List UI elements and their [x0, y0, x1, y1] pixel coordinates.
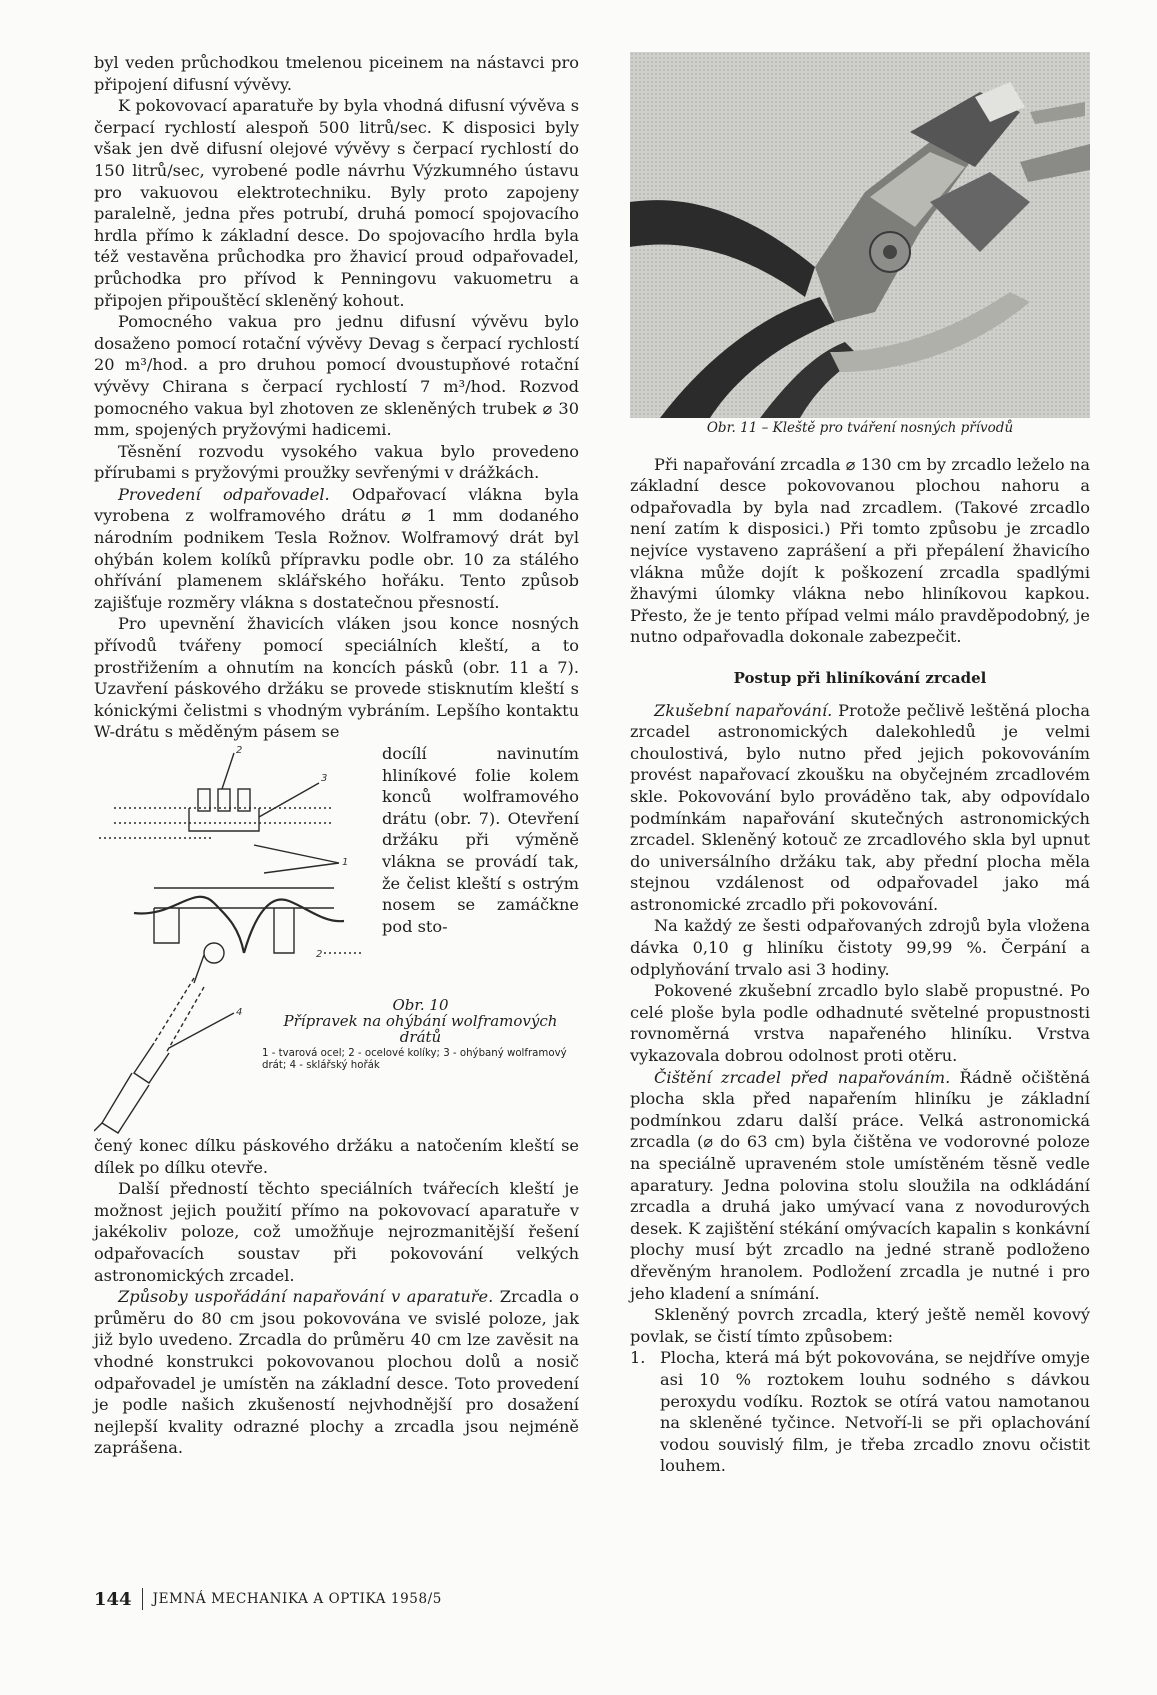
paragraph: Na každý ze šesti odpařovaných zdrojů byla vložena dávka 0,10 g hliníku čistoty 99,99 %. Čerpání a odplyňování trvalo asi 3 hodiny. [630, 916, 1090, 979]
cleaning-steps-list [630, 1347, 1090, 1477]
section-heading: Postup při hliníkování zrcadel [733, 668, 987, 687]
paragraph: Těsnění rozvodu vysokého vakua bylo provedeno přírubami s pryžovými proužky sevřenými v drážkách. [94, 441, 579, 483]
figure-10-label: Obr. 10 [392, 996, 449, 1014]
paragraph: Další předností těchto speciálních tvářecích kleští je možnost jejich použití přímo na pokovovací aparatuře v jakékoliv poloze, což umožňuje nejrozmanitější řešení odpařovacích soustav při pokovování velkých astronomických zrcadel. [94, 1179, 579, 1285]
paragraph-body: Řádně očištěná plocha skla před napařením hliníku je základní podmínkou zdaru další práce. Velká astronomická zrcadla (⌀ do 63 cm) byla čištěna ve vodorovné poloze na speciálně upraveném stole umístěném těsně vedle aparatury. Jedna polovina stolu sloužila na odkládání zrcadla a druhá jako umývací vana z novodurových desek. K zajištění stékání omývacích kapalin s konkávní plochy musí být zrcadlo na jedné straně podloženo dřevěným hranolem. Podložení zrcadla je nutné i pro jeho kladení a snímání. [630, 1067, 1091, 1303]
page-number: 144 [94, 1588, 132, 1610]
paragraph: Pro upevnění žhavicích vláken jsou konce nosných přívodů tvářeny pomocí speciálních kleští, a to prostřižením a ohnutím na koncích pásků (obr. 11 a 7). Uzavření páskového držáku se provede stisknutím kleští s kónickými čelistmi s vhodným vybráním. Lepšího kontaktu W-drátu s měděným pásem se [94, 614, 579, 742]
callout-label: 4 [236, 1007, 243, 1018]
paragraph-wrap-text: docílí navinutím hliníkové folie kolem konců wolframového drátu (obr. 7). Otevření držáku při výměně vlákna se provádí tak, že čelist kleští s ostrým nosem se zamáčkne pod sto- [382, 744, 579, 936]
figure-11-photo [630, 52, 1090, 418]
paragraph: Při napařování zrcadla ⌀ 130 cm by zrcadlo leželo na základní desce pokovovanou plochou nahoru a odpařovadla by byla nad zrcadlem. (Takové zrcadlo není zatím k disposici.) Při tomto způsobu je zrcadlo nejvíce vystaveno zaprášení a při přepálení žhavicího vlákna může dojít k poškození zrcadla spadlými žhavými úlomky vlákna nebo hliníkovou kapkou. Přesto, že je tento případ velmi málo pravděpodobný, je nutno odpařovadla dokonale zabezpečit. [630, 454, 1090, 647]
paragraph: K pokovovací aparatuře by byla vhodná difusní vývěva s čerpací rychlostí alespoň 500 litrů/sec. K disposici byly však jen dvě difusní olejové vývěvy s čerpací rychlostí do 150 litrů/sec, vyrobené podle návrhu Výzkumného ústavu pro vakuovou elektrotechniku. Byly proto zapojeny paralelně, jedna přes potrubí, druhá pomocí spojovacího hrdla přímo k základní desce. Do spojovacího hrdla byla též vestavěna průchodka pro žhavicí proud odpařovadel, průchodka pro přívod k Penningovu vakuometru a připojen připouštěcí skleněný kohout. [94, 96, 579, 310]
paragraph [94, 1286, 579, 1459]
paragraph [630, 1067, 1090, 1305]
paragraph-lead: Způsoby uspořádání napařování v aparatuře. [118, 1287, 494, 1307]
figure-10-title: Přípravek na ohýbání wolframových drátů [283, 1012, 558, 1046]
paragraph-body: Protože pečlivě leštěná plocha zrcadel astronomických dalekohledů je velmi choulostivá, bylo nutno před jejich pokovováním provést napařovací zkoušku na obyčejném zrcadlovém skle. Pokovování bylo prováděno tak, aby odpovídalo podmínkám napařování skutečných astronomických zrcadel. Skleněný kotouč ze zrcadlového skla byl upnut do universálního držáku tak, aby přední plocha měla stejnou vzdálenost od odpařovadel jako má astronomické zrcadlo při pokovování. [630, 700, 1090, 914]
paragraph-lead: Zkušební napařování. [654, 700, 833, 720]
figure-10-legend: 1 - tvarová ocel; 2 - ocelové kolíky; 3 - ohýbaný wolframový drát; 4 - sklářský hořák [262, 1048, 567, 1071]
paragraph-body: Odpařovací vlákna byla vyrobena z wolframového drátu ⌀ 1 mm dodaného národním podnikem Tesla Rožnov. Wolframový drát byl ohýbán kolem kolíků přípravku podle obr. 10 za stálého ohřívání plamenem sklářského hořáku. Tento způsob zajišťuje rozměry vlákna s dostatečnou přesností. [94, 484, 579, 612]
bending-jig-drawing [94, 743, 384, 1135]
paragraph: Skleněný povrch zrcadla, který ještě neměl kovový povlak, se čistí tímto způsobem: [630, 1305, 1090, 1346]
figure-10-caption [262, 997, 579, 1072]
paragraph-lead: Provedení odpařovadel. [118, 484, 330, 504]
journal-name: JEMNÁ MECHANIKA A OPTIKA 1958/5 [152, 1591, 442, 1607]
figure-10 [94, 743, 579, 1135]
paragraph-body: Zrcadla o průměru do 80 cm jsou pokovována ve svislé poloze, jak již bylo uvedeno. Zrcadla do průměru 40 cm lze zavěsit na vhodné konstrukci pokovovanou plochou dolů a nosič odpařovadel je umístěn na základní desce. Toto provedení je podle našich zkušeností nejvhodnější pro dosažení nejlepší kvality odrazné plochy a zrcadla jsou nejméně zaprášena. [94, 1287, 579, 1458]
callout-label: 2 [236, 745, 243, 756]
pliers-photo-illustration [630, 52, 1090, 418]
right-column [630, 52, 1090, 1477]
paragraph: Pomocného vakua pro jednu difusní vývěvu bylo dosaženo pomocí rotační vývěvy Devag s čerpací rychlostí 20 m³/hod. a pro druhou pomocí dvoustupňové rotační vývěvy Chirana s čerpací rychlostí 7 m³/hod. Rozvod pomocného vakua byl zhotoven ze skleněných trubek ⌀ 30 mm, spojených pryžovými hadicemi. [94, 312, 579, 440]
list-item-number: 1. [630, 1348, 646, 1368]
paragraph: byl veden průchodkou tmelenou piceinem na nástavci pro připojení difusní vývěvy. [94, 53, 579, 94]
footer-divider [142, 1588, 143, 1610]
callout-label: 1 [342, 857, 349, 868]
left-column [94, 52, 579, 1459]
paragraph-lead: Čištění zrcadel před napařováním. [654, 1067, 951, 1087]
paragraph [630, 700, 1090, 916]
paragraph: čený konec dílku páskového držáku a natočením kleští se dílek po dílku otevře. [94, 1136, 579, 1177]
list-item-text: Plocha, která má být pokovována, se nejdříve omyje asi 10 % roztokem louhu sodného s dávkou peroxydu vodíku. Roztok se otírá vatou namotanou na skleněné tyčince. Netvoří-li se při oplachování vodou souvislý film, je třeba zrcadlo znovu očistit louhem. [660, 1348, 1090, 1476]
callout-label: 3 [321, 773, 328, 784]
paragraph: Pokovené zkušební zrcadlo bylo slabě propustné. Po celé ploše byla podle odhadnuté světelné propustnosti rovnoměrná vrstva napařeného hliníku. Vrstva vykazovala dobrou odolnost proti otěru. [630, 981, 1090, 1066]
callout-label: 2 [316, 949, 323, 960]
page-footer [94, 1588, 442, 1610]
list-item [630, 1347, 1090, 1477]
paragraph [94, 484, 579, 614]
figure-11-caption: Obr. 11 – Kleště pro tváření nosných přívodů [706, 420, 1014, 436]
